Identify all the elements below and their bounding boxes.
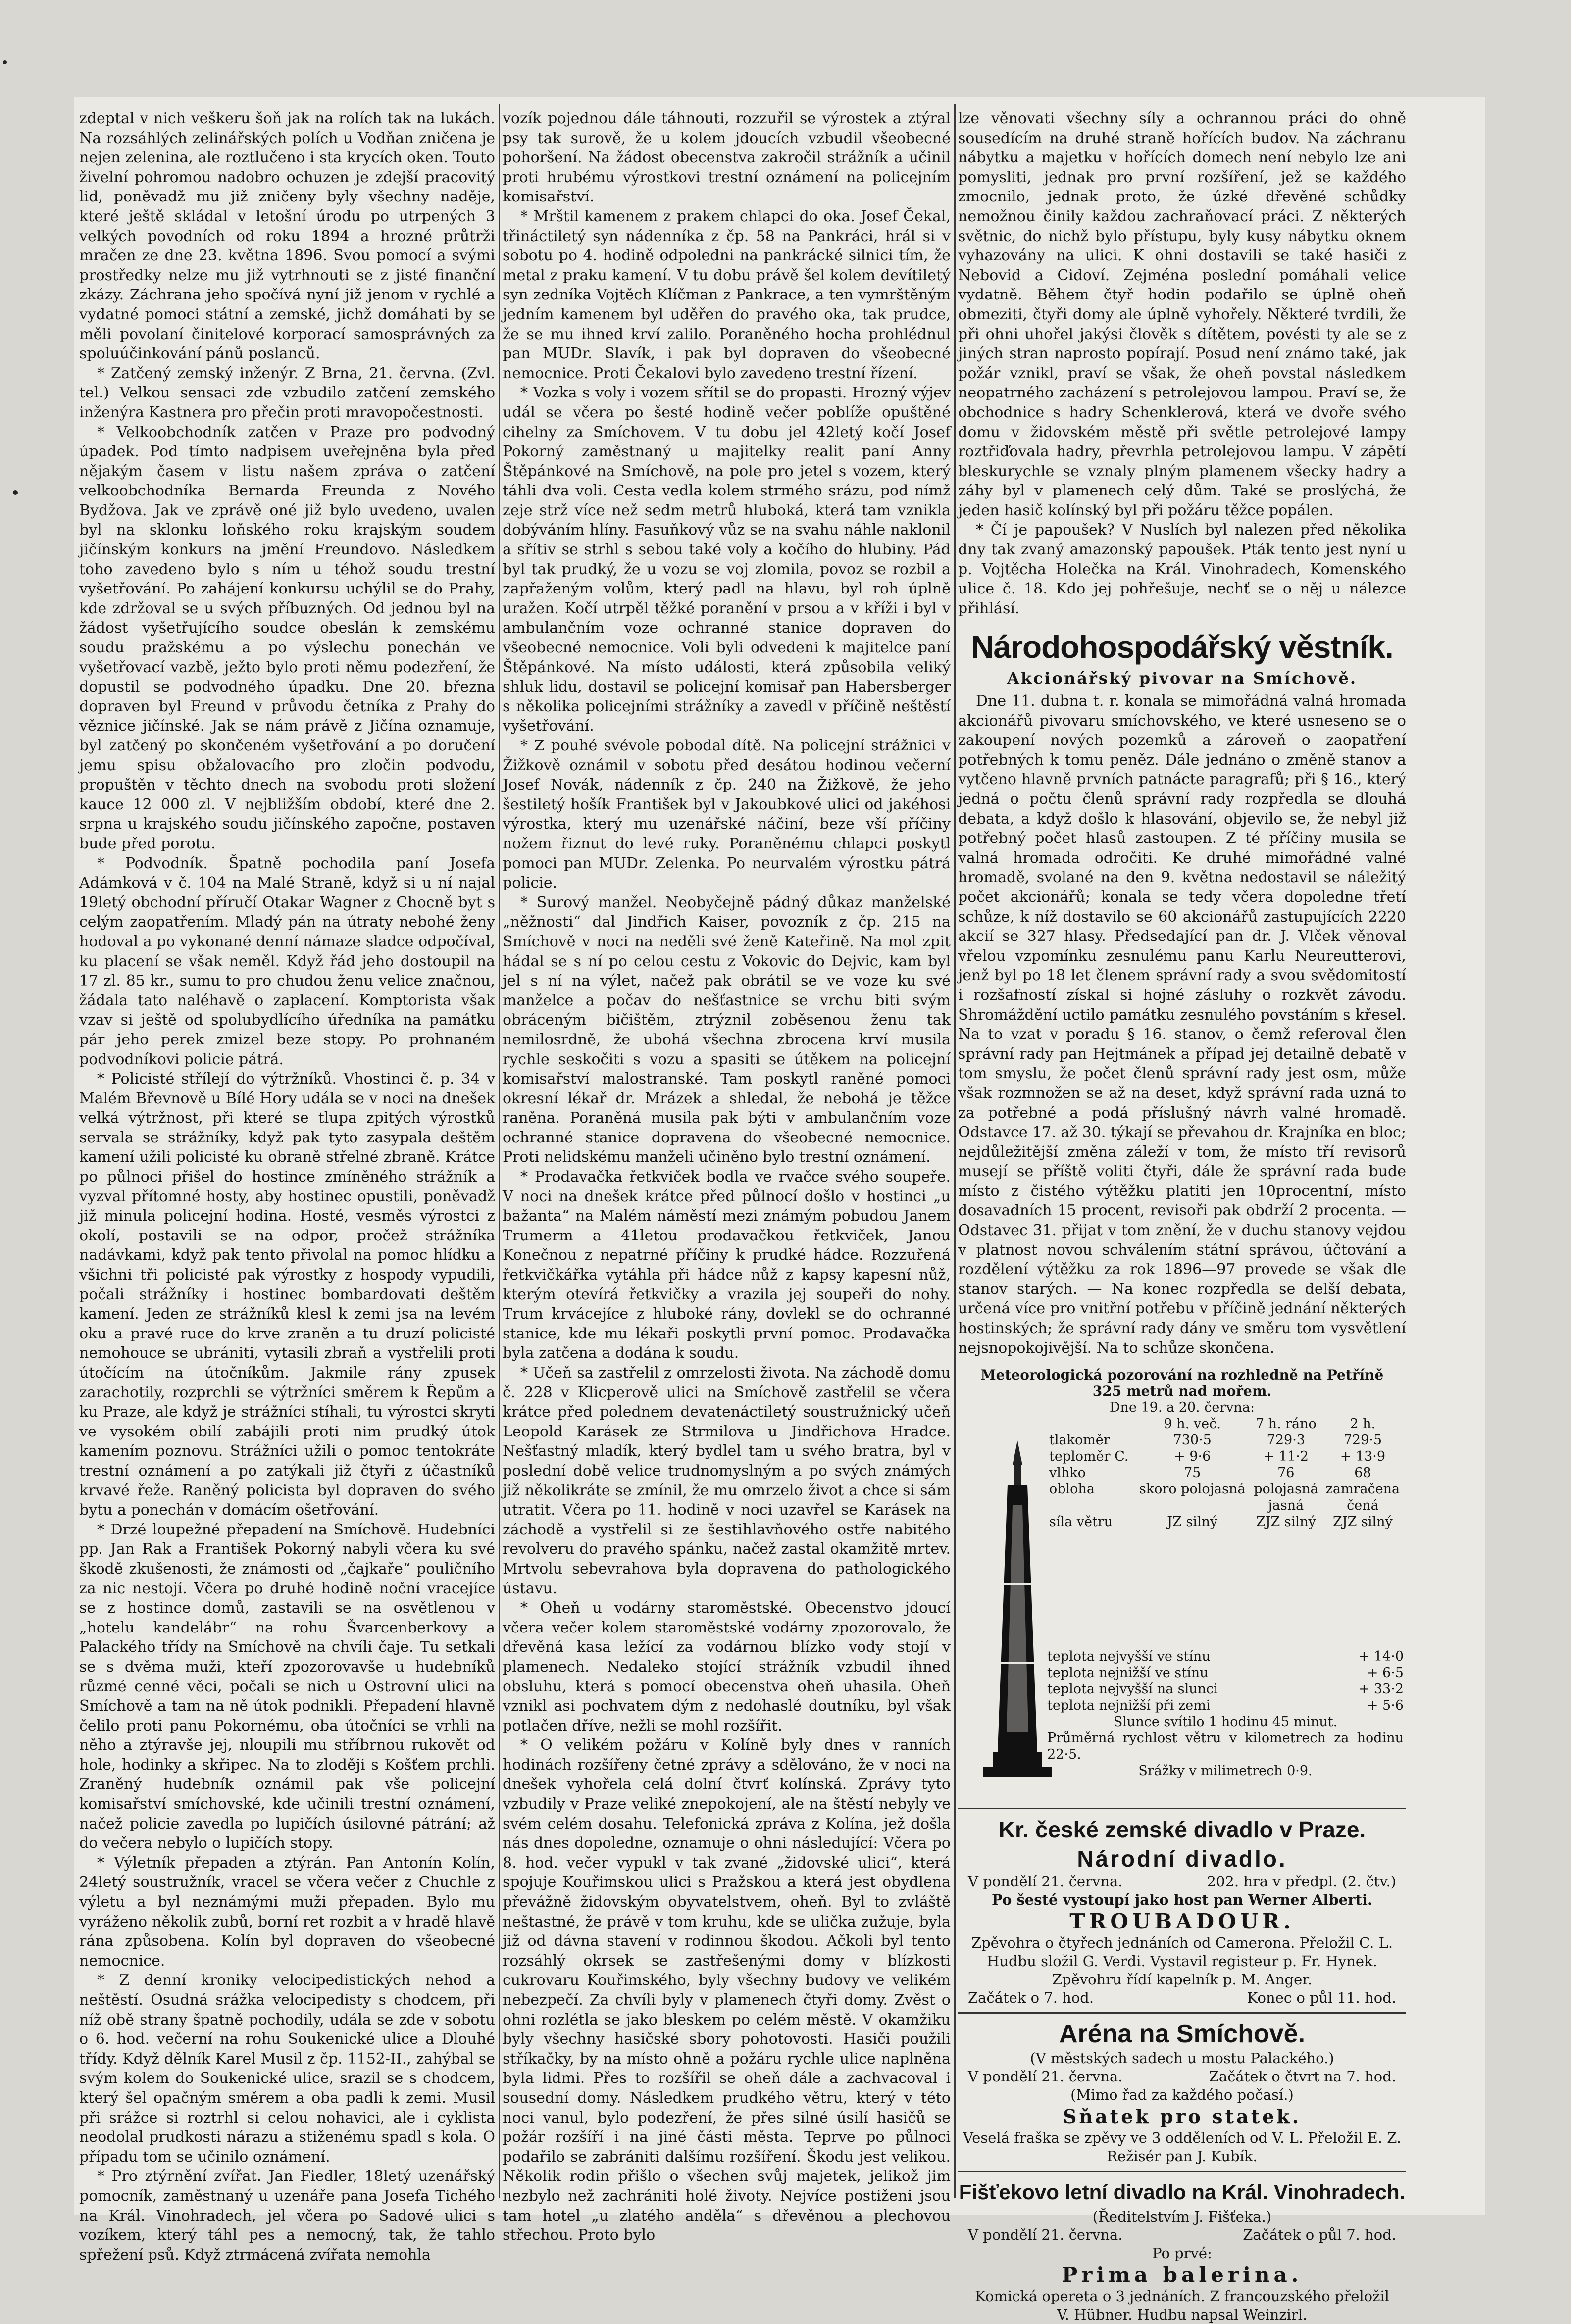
weather-line-value: + 33·2 [1358, 1681, 1404, 1697]
weather-row-label: teploměr C. [1049, 1449, 1129, 1465]
weather-value: JZ silný [1167, 1514, 1218, 1530]
theater-season: (Mimo řad za každého počasí.) [1070, 2086, 1294, 2104]
article-text: * Surový manžel. Neobyčejně pádný důkaz manželské „něžnosti“ dal Jindřich Kaiser, povozník z čp. 215 na Smíchově v noci na neděli své ženě Kateřině. Na mol zpit hádal se s ní po celou cestu z Vokovic do Dejvic, kam byl jel s ní na výlet, načež pak obrátil se ve voze ku své manželce a počav do nešťastnice se vrchu biti svým obráceným bičištěm, ztrýznil zoběsenou ženu tak nemilosrdně, že ubohá všechna zbrocena krví musila rychle seskočiti s vozu a spasiti se útěkem na policejní komisařství malostranské. Tam poskytl raněné pomoci okresní lékař dr. Mrázek a shledal, že nebohá je těžce raněna. Poraněná musila pak býti v ambulančním voze ochranné stanice dopravena do všeobecné nemocnice. Proti nelidskému manželi učiněno bylo trestní oznámení. [503, 893, 951, 1166]
theater-performance: 202. hra v předpl. (2. čtv.) [1207, 1873, 1396, 1890]
article-text: * Prodavačka řetkviček bodla ve rvačce svého soupeře. V noci na dnešek krátce před půlnocí došlo v hostinci „u bažanta“ na Malém náměstí mezi známým pobudou Janem Trumerm a 41letou prodavačkou řetkviček, Janou Konečnou z nepatrné příčiny k prudké hádce. Rozzuřená řetkvičkářka vytáhla při hádce nůž z kapsy kapesní nůž, kterým otevírá řetkvičky a vrazila jej soupeři do nohy. Trum krvácejíce z hluboké rány, dovlekl se do ochranné stanice, kde mu lékaři poskytli první pomoc. Prodavačka byla zatčena a dodána k soudu. [503, 1168, 951, 1362]
weather-value: 68 [1354, 1465, 1371, 1481]
article-text: * Čí je papoušek? V Nuslích byl nalezen před několika dny tak zvaný amazonský papoušek. Pták tento jest nyní u p. Vojtěcha Holečka na Král. Vinohradech, Komenského ulice č. 18. Kdo jej pohřešuje, nechť se o něj u nálezce přihlásí. [958, 521, 1406, 617]
column-rule [954, 104, 956, 2198]
article-text: vozík pojednou dále táhnouti, rozzuřil se výrostek a ztýral psy tak surově, že u kolem jdoucích vzbudil všeobecné pohoršení. Na žádost obecenstva zakročil strážník a učinil proti hrubému výrostkovi trestní oznámení na policejním komisařství. [503, 110, 951, 206]
theater-title: Fišťekovo letní divadlo na Král. Vinohradech. [959, 2180, 1406, 2204]
article-text: * Podvodník. Špatně pochodila paní Josefa Adámková v č. 104 na Malé Straně, když si u ní najal 19letý obchodní příručí Otakar Wagner z Chocně byt s celým zaopatřením. Mladý pán na útraty nebohé ženy hodoval a po vykonané denní námaze sladce odpočíval, ku placení se však neměl. Když řád jeho dostoupil na 17 zl. 85 kr., sumu to pro chudou ženu velice značnou, žádala tato naléhavě o zaplacení. Komptoristа však vzav si ještě od spolubydlícího úředníka na památku pár jeho perek zmizel beze stopy. Po prohnaném podvodníkovi policie pátrá. [79, 854, 495, 1068]
theater-start: Začátek o čtvrt na 7. hod. [1209, 2068, 1396, 2085]
article-text: * Pro ztýrnění zvířat. Jan Fiedler, 18letý uzenářský pomocník, zaměstnaný u uzenáře pana Josefa Tichého na Král. Vinohradech, jel včera po Sadové ulici s vozíkem, který táhl pes a nemocný, tak, že tahlo spřežení psů. Když ztrmácená zvířata nemohla [79, 2168, 495, 2264]
article-text: Dne 11. dubna t. r. konala se mimořádná valná hromada akcionářů pivovaru smíchovského, ve které usneseno se o zakoupení nových pozemků a zároveň o zaopatření potřebných k tomu peněz. Dále jednáno o změně stanov a vytčeno hlavně prvních patnácte paragrafů; při § 16., který jedná o počtu členů správní rady rozpředla se dlouhá debata, a když došlo k hlasování, objevilo se, že nebyl již potřebný počet hlasů zastoupen. Z té příčiny musila se valná hromada odročiti. Ke druhé mimořádné valné hromadě, svolané na den 9. května nedostavil se náležitý počet akcionářů; konala se tedy včera dopoledne třetí schůze, k níž dostavilo se 60 akcionářů zastupujících 2220 akcií se 327 hlasy. Předsedající pan dr. J. Vlček věnoval vřelou vzpomínku zesnulému panu Karlu Neureutterovi, jenž byl po 18 let členem správní rady a svou svědomitostí i rozšafností získal si hojné zásluhy o rozkvět závodu. Shromáždění uctilo památku zesnulého povstáním s křesel. Na to vzat v poradu § 16. stanov, o čemž referoval člen správní rady pan Hejtmánek a případ jej detailně debatě v tom smyslu, že počet členů správní rady jest osm, může však rozmnožen se až na deset, když správní rada uzná to za potřebné a podá příslušný návrh valné hromadě. Odstavce 17. až 30. týkají se převahou dr. Krajníka en bloc; nejdůležitější změna záleží v tom, že místo tří revisorů musejí se příště voliti čtyři, dále že správní rada bude místo z čistého výtěžku platiti jen 10procentní, místo dosavadních 15 procent, revisoři pak obdrží 2 procenta. — Odstavec 31. přijat v tom znění, že v duchu stanovy vejdou v platnost novou schválením státní správou, účtování a rozdělení výtěžku za rok 1896—97 provede se však dle stanov starých. — Na konec rozpředla se delší debata, určená více pro vnitřní potřebu v příčině jednání některých hostinských; že správní rady dány ve směru tom vysvětlení nejsnopokojivější. Na to schůze skončena. [958, 692, 1406, 1357]
weather-row-label: vlhko [1049, 1465, 1086, 1481]
weather-value: polojasná [1254, 1482, 1318, 1497]
theater-desc: Zpěvohru řídí kapelník p. M. Anger. [1052, 1971, 1313, 1988]
theater-play: Sňatek pro statek. [1063, 2105, 1301, 2128]
theater-desc: Komická opereta o 3 jednáních. Z francouzského přeložil [975, 2288, 1389, 2305]
theater-start: Začátek o 7. hod. [968, 1989, 1094, 2007]
theater-guest: Po šesté vystoupí jako host pan Werner Alberti. [992, 1891, 1372, 1909]
weather-line-label: teplota nejnižší ve stínu [1047, 1665, 1209, 1681]
weather-value: jasná [1268, 1498, 1304, 1514]
column-1 [79, 109, 495, 2264]
weather-line-value: + 14·0 [1358, 1649, 1404, 1665]
divider [958, 2171, 1406, 2172]
weather-report [958, 1367, 1406, 1802]
column-3 [958, 109, 1406, 2324]
theater-play: Prima balerina. [1062, 2263, 1303, 2287]
weather-dates: Dne 19. a 20. června: [1109, 1400, 1255, 1416]
theater-start: Začátek o půl 7. hod. [1243, 2226, 1396, 2244]
theater-date: V pondělí 21. června. [968, 2068, 1123, 2085]
section-masthead: Národohospodářský věstník. [971, 629, 1393, 665]
weather-wind: Průměrná rychlost větru v kilometrech za hodinu 22·5. [1047, 1731, 1404, 1763]
article-text: * Učeň sa zastřelil z omrzelosti života. Na záchodě domu č. 228 v Klicperově ulici na Smíchově zastřelil se včera krátce před polednem devatenáctiletý soustružnický učeň Leopold Karásek ze Strmilova u Jindřichova Hradce. Nešťastný mladík, který bydlel tam u svého bratra, byl v poslední době velice trudnomyslným a po svých známých již několikráte se zmínil, že mu omrzelo život a chce si sám utratit. Včera po 11. hodině v noci uzavřel se Karásek na záchodě a vystřelil si ze šestihlavňového ostře nabitého revolveru do pravého spánku, načež zastal okamžitě mrtev. Mrtvolu sebevrahova byla dopravena do pathologického ústavu. [503, 1364, 951, 1597]
weather-title: Meteorologická pozorování na rozhledně na Petříně [980, 1367, 1384, 1384]
theater-note: (Ředitelstvím J. Fišťeka.) [1092, 2208, 1272, 2225]
weather-rain: Srážky v milimetrech 0·9. [1138, 1763, 1313, 1779]
theater-title: Kr. české zemské divadlo v Praze. [998, 1817, 1366, 1843]
theater-desc: Zpěvohra o čtyřech jednáních od Camerona. Přeložil C. L. [971, 1934, 1393, 1952]
article-text: zdeptal v nich veškeru šoň jak na rolích tak na lukách. Na rozsáhlých zelinářských polích u Vodňan zničena je nejen zelenina, ale roztlučeno i sta krycích oken. Touto živelní pohromou nadobro ochuzen je zdejší pracovitý lid, poněvadž mu již zničeny byly všechny naděje, které ještě skládal v letošní úrodu po utrpených 3 velkých povodních od roku 1894 a hrozné průtrži mračen ze dne 23. května 1896. Svou pomocí a svými prostředky nelze mu již vytrhnouti se z jisté finanční zkázy. Záchrana jeho spočívá nyní již jenom v rychlé a vydatné pomoci státní a zemské, jichž domáhati by se měli povolaní činitelové korporací samosprávných za spoluúčinkování pánů poslanců. [79, 110, 495, 363]
section-heading: Akcionářský pivovar na Smíchově. [1007, 669, 1357, 688]
column-2 [503, 109, 951, 2244]
weather-value: skoro polojasná [1139, 1482, 1246, 1497]
weather-subtitle: 325 metrů nad mořem. [1092, 1383, 1272, 1400]
divider [958, 2012, 1406, 2014]
weather-table [1047, 1416, 1404, 1530]
weather-col-head: 7 h. ráno [1255, 1416, 1317, 1432]
weather-value: + 13·9 [1340, 1449, 1386, 1465]
weather-row-label: tlakoměr [1049, 1433, 1110, 1448]
weather-col-head: 2 h. [1350, 1416, 1376, 1432]
article-text: * O velikém požáru v Kolíně byly dnes v ranních hodinách rozšířeny četné zprávy a sdělováno, že v noci na dnešek vyhořela celá dolní čtvrť kolínská. Zprávy tyto vzbudily v Praze veliké znepokojení, ale na štěstí nebyly ve svém celém dosahu. Telefonická zpráva z Kolína, jež došla nás dnes dopoledne, oznamuje o ohni následující: Včera po 8. hod. večer vypukl v tak zvané „židovské ulici“, která spojuje Kouřimskou ulici s Pražskou a která jest obydlena převážně židovským obyvatelstvem, oheň. Byl to zvláště neštastné, že právě v tom kruhu, kde se ulička zužuje, byla již od dávna stavení v rodinnou škodou. Ačkoli byl tento rozsáhlý okrsek se zastřešenými domy v blízkosti cukrovaru Kouřimského, byly všechny budovy ve velikém nebezpečí. Za chvíli byly v plamenech čtyři domy. Zvěst o ohni rozlétla se jako bleskem po celém městě. V okamžiku byly všechny hasičské sbory pohotovosti. Hasiči použili stříkačky, by na místo ohně a požáru rychle ulice naplněna byla lidmi. Přes to rozšířil se oheň dále a zachvacoval i sousední domy. Následkem prudkého větru, který v této noci vanul, bylo podezření, že přes silné úsilí hasičů se požár rozšíří i na jiné části města. Teprve po půlnoci podařilo se zabrániti dalšímu rozšíření. Škodu jest velikou. Několik rodin přišlo o všechen svůj majetek, jelikož jim nezbylo než zachrániti holé životy. Nejvíce postiženi jsou tam hotel „u zlatého anděla“ s dřevěnou a plechovou střechou. Proto bylo [503, 1736, 951, 2244]
theater-note: (V městských sadech u mostu Palackého.) [1030, 2050, 1334, 2067]
divider [958, 1808, 1406, 1809]
weather-value: 75 [1184, 1465, 1201, 1481]
weather-line-value: + 6·5 [1367, 1665, 1404, 1681]
column-rule [499, 104, 500, 2198]
weather-row-label: síla větru [1049, 1514, 1113, 1530]
weather-value: 729·3 [1267, 1433, 1305, 1448]
weather-col-head: 9 h. več. [1164, 1416, 1221, 1432]
weather-value: čená [1347, 1498, 1379, 1514]
theater-title: Aréna na Smíchově. [1059, 2020, 1306, 2049]
theater-subtitle: Národní divadlo. [1077, 1846, 1287, 1872]
margin-dot [13, 490, 18, 495]
weather-line-label: teplota nejvyšší na slunci [1047, 1681, 1218, 1697]
weather-value: + 9·6 [1174, 1449, 1211, 1465]
article-text: lze věnovati všechny síly a ochrannou práci do ohně sousedícím na druhé straně hořících budov. Na záchranu nábytku a majetku v hořících domech není nebylo lze ani pomysliti, jednak pro první rozšíření, jež se každého zmocnilo, jednak proto, že úzké dřevěné schůdky nemožnou činily každou zachraňovací práci. Z některých světnic, do nichž bylo přístupu, byly kusy nábytku oknem vyhazovány na ulici. K ohni dostavili se také hasiči z Nebovid a Cidoví. Zejména poslední pomáhali velice vydatně. Během čtyř hodin podařilo se úplně oheň obmeziti, čtyři domy ale úplně vyhořely. Některé tvrdili, že při ohni uhořel jakýsi člověk s dítětem, povésti ty ale se z jiných stran naprosto popírají. Posud není známo také, jak požár vznikl, praví se však, že oheň povstal následkem neopatrného zacházení s petrolejovou lampou. Praví se, že obchodnice s hadry Schenklerová, která ve dvoře svého domu v židovském městě při světle petrolejové lampy roztřiďovala hadry, převrhla petrolejovou lampu. V zápětí bleskurychle se vznaly plným plamenem všecky hadry a záhy byl v plamenech celý dům. Také se proslýchá, že jeden hasič kolínský byl při požáru těžce popálen. [958, 110, 1406, 519]
theater-desc: Hudbu složil G. Verdi. Vystavil registeur p. Fr. Hynek. [987, 1953, 1377, 1970]
theater-end: Konec o půl 11. hod. [1247, 1989, 1396, 2007]
theater-date: V pondělí 21. června. [968, 1873, 1123, 1890]
theater-listing-national [958, 1814, 1406, 2007]
article-text: * Vozka s voly i vozem sřítil se do propasti. Hrozný výjev udál se včera po šesté hodině večer poblíže opuštěné cihelny za Smíchovem. V tu dobu jel 42letý kočí Josef Pokorný zaměstnaný u majitelky realit paní Anny Štěpánkové na Smíchově, na pole pro jetel s vozem, který táhli dva voli. Cesta vedla kolem strmého srázu, pod nímž zeje strž více než sedm metrů hluboká, která tam vznikla dobýváním hlíny. Fasuňkový vůz se na svahu náhle naklonil a sřítiv se strhl s sebou také voly a kočího do hlubiny. Pád byl tak prudký, že u vozu se voj zlomila, povoz se rozbil a zapřaženým volům, který padl na hlavu, byl roh úplně uražen. Kočí utrpěl těžké poranění v prsou a v kříži i byl v ambulančním voze ochranné stanice dopraven do všeobecné nemocnice. Voli byli odvedeni k majitelce paní Štěpánkové. Na místo události, která způsobila veliký shluk lidu, dostavil se policejní komisař pan Habersberger s několika policejními strážníky a zavedl v příčině neštěstí vyšetřování. [503, 384, 951, 735]
weather-row-label: obloha [1049, 1482, 1095, 1497]
theater-first: Po prvé: [1152, 2245, 1212, 2262]
article-text: * Zatčený zemský inženýr. Z Brna, 21. června. (Zvl. tel.) Velkou sensaci zde vzbudilo zatčení zemského inženýra Kastnera pro přečin proti mravopočestnosti. [79, 364, 495, 421]
article-text: * Oheň u vodárny staroměstské. Obecenstvo jdoucí včera večer kolem staroměstské vodárny zpozorovalo, že dřevěná kasa ležící za vodárnou blízko vody stojí v plamenech. Nedaleko stojící strážník vzbudil ihned obsluhu, která s pomocí obecenstva oheň uhasila. Oheň vznikl asi pochvatem dým z nedohaslé doutníku, byl však potlačen dříve, nežli se mohl rozšířit. [503, 1599, 951, 1734]
weather-value: ZJZ silný [1333, 1514, 1393, 1530]
theater-desc: V. Hübner. Hudbu napsal Weinzirl. [1057, 2306, 1308, 2324]
theater-date: V pondělí 21. června. [968, 2226, 1123, 2244]
weather-row-label [1047, 1497, 1135, 1514]
article-text: * Z pouhé svévole pobodal dítě. Na policejní strážnici v Žižkově oznámil v sobotu před desátou hodinou večerní Josef Novák, nádenník z čp. 240 na Žižkově, že jeho šestiletý hošík František byl v Jakoubkové ulici od jakéhosi výrostka, který mu uzenářské náčiní, beze vší příčiny nožem řiznut do levé ruky. Poraněnému chlapci poskytl pomoci pan MUDr. Zelenka. Po neurvalém výrostku pátrá policie. [503, 737, 951, 892]
weather-extremes [1047, 1648, 1404, 1779]
margin-dot [3, 60, 7, 64]
article-text: * Z denní kroniky velocipedistických nehod a neštěstí. Osudná srážka velocipedisty s chodcem, při níž obě strany špatně pochodily, udála se zde v sobotu o 6. hod. večerní na rohu Soukenické ulice a Dlouhé třídy. Když dělník Karel Musil z čp. 1152-II., zahýbal se svým kolem do Soukenické ulice, srazil se s chodcem, který šel opačným směrem a oba padli k zemi. Musil při srážce si roztrhl si celou nohavici, ale i cyklista neodolal prudkosti nárazu a stiženému spadl s kola. O případu tom se učinilo oznámení. [79, 1972, 495, 2166]
article-text: * Policisté střílejí do výtržníků. Vhostinci č. p. 34 v Malém Břevnově u Bílé Hory udála se v noci na dnešek velká výtržnost, při které se tlupa zpitých výrostků servala se strážníky, když pak tyto zasypala deštěm kamení užili policisté ku obraně střelné zbraně. Krátce po půlnoci přišel do hostince zmíněného strážník a vyzval přítomné hosty, aby hostinec opustili, poněvadž již minula policejní hodina. Hosté, vesměs výrostci z okolí, postavili se na odpor, pročež strážníka nadávkami, když pak tento přivolal na pomoc hlídku a všichni tři policisté pak výrostky z hospody vypudili, počali strážníky i hostinec bombardovati deštěm kamení. Jeden ze strážníků klesl k zemi jsa na levém oku a pravé ruce do krve zraněn a tu druzí policisté nemohouce se ubrániti, vytasili zbraň a vystřelili proti útočícím na útočníkům. Jakmile rány zpusek zarachotily, rozprchli se výtržníci směrem k Řepům a ku Praze, ale když je strážníci stíhali, tu výrostci skryti ve vysokém obilí zabájili proti nim prudký útok kamením poznovu. Strážníci užili o pomoc tentokráte trestní oznámení a po zatýkali již čtyři z účastníků krvavé řeže. Raněný policista byl dopraven do svého bytu a ponechán v domácím ošetřování. [79, 1070, 495, 1519]
theater-listing-fistek [958, 2177, 1406, 2324]
weather-value: 76 [1277, 1465, 1295, 1481]
weather-value [1135, 1497, 1250, 1514]
weather-value: ZJZ silný [1256, 1514, 1316, 1530]
theater-listing-arena [958, 2019, 1406, 2166]
weather-line-value: + 5·6 [1367, 1698, 1404, 1714]
weather-value: + 11·2 [1263, 1449, 1309, 1465]
weather-line-label: teplota nejvyšší ve stínu [1047, 1649, 1211, 1665]
weather-value: 729·5 [1343, 1433, 1382, 1448]
theater-play: TROUBADOUR. [1069, 1909, 1295, 1934]
weather-value: zamračena [1325, 1482, 1400, 1497]
weather-line-label: teplota nejnižší při zemi [1047, 1698, 1211, 1714]
theater-desc: Veselá fraška se zpěvy ve 3 odděleních od V. L. Přeložil E. Z. Režisér pan J. Kubík. [963, 2129, 1402, 2165]
article-text: * Drzé loupežné přepadení na Smíchově. Hudebníci pp. Jan Rak a František Pokorný nabyli včera ku své škodě zkušenosti, že známosti od „čajkaře“ pouličního za nic nestojí. Včera po druhé hodině noční vracejíce se z hostince domů, zastavili se na osvětlenou v „hotelu kandelábr“ na rohu Švarcenberkovy a Palackého třídy na Smíchově na chvíli čaje. Tu setkali se s dvěma muži, kteří zpozorovavše u hudebníků růzmé cenné věci, počali se nich u Ostrovní ulici na Smíchově a tam na ně útok podnikli. Přepadení hlavně čelilo proti panu Pokornému, oba útočníci se vrhli na něho a ztýravše jej, nloupili mu stříbrnou rukovět od hole, hodinky a skřipec. Na to zloději s Košťem prchli. Zraněný hudebník oznámil pak vše policejní komisařství smíchovské, kde učinili trestní oznámení, načež policie zavedla po lupičích úsilovné pátrání; až do večera nebylo o lupičích stopy. [79, 1521, 495, 1852]
article-text: * Velkoobchodník zatčen v Praze pro podvodný úpadek. Pod tímto nadpisem uveřejněna byla před nějakým časem v listu našem zpráva o zatčení velkoobchodníka Bernarda Freunda z Nového Bydžova. Jak ve zprávě oné již bylo uvedeno, uvalen byl na sklonku loňského roku krajským soudem jičínským konkurs na jmění Freundovo. Následkem toho zavedeno bylo s ním u téhož soudu trestní vyšetřování. Po zahájení konkursu uchýlil se do Prahy, kde zdržoval se u svých příbuzných. Od jednou byl na žádost vyšetřujícího soudce obeslán k zemskému soudu pražskému a po výslechu ponechán ve vyšetřovací vazbě, ježto bylo proti němu podezření, že dopustil se podvodného úpadku. Dne 20. března dopraven byl Freund v průvodu četníka z Prahy do věznice jičínské. Jak se nám právě z Jičína oznamuje, byl zatčený po skončeném vyšetřování a po doručení jemu spisu obžalovacího pro zločin podvodu, propuštěn v těchto dnech na svobodu proti složení kauce 12 000 zl. V nejbližším období, které dne 2. srpna u krajského soudu jičínského započne, postaven bude před porotu. [79, 423, 495, 852]
article-text: * Výletník přepaden a ztýrán. Pan Antonín Kolín, 24letý soustružník, vracel se včera večer z Chuchle z výletu a byl neznámými muži přepaden. Bylo mu vyráženo několik zubů, borní ret rozbit a v hradě hlavě rána způsobena. Kolín byl dopraven do všeobecné nemocnice. [79, 1854, 495, 1970]
weather-sun: Slunce svítilo 1 hodinu 45 minut. [1113, 1714, 1338, 1730]
article-text: * Mrštil kamenem z prakem chlapci do oka. Josef Čekal, třináctiletý syn nádenníka z čp. 58 na Pankráci, hrál si v sobotu po 4. hodině odpoledni na pankrácké silnici tím, že metal z praku kamení. V tu dobu právě šel kolem devítiletý syn zedníka Vojtěch Klíčman z Pankrace, a ten vymrštěným jedním kamenem byl uděřen do pravého oka, tak prudce, že se mu ihned krví zalilo. Poraněného hocha prohlédnul pan MUDr. Slavík, i pak byl dopraven do všeobecné nemocnice. Proti Čekalovi bylo zavedeno trestní řízení. [503, 207, 951, 382]
weather-value: 730·5 [1173, 1433, 1212, 1448]
